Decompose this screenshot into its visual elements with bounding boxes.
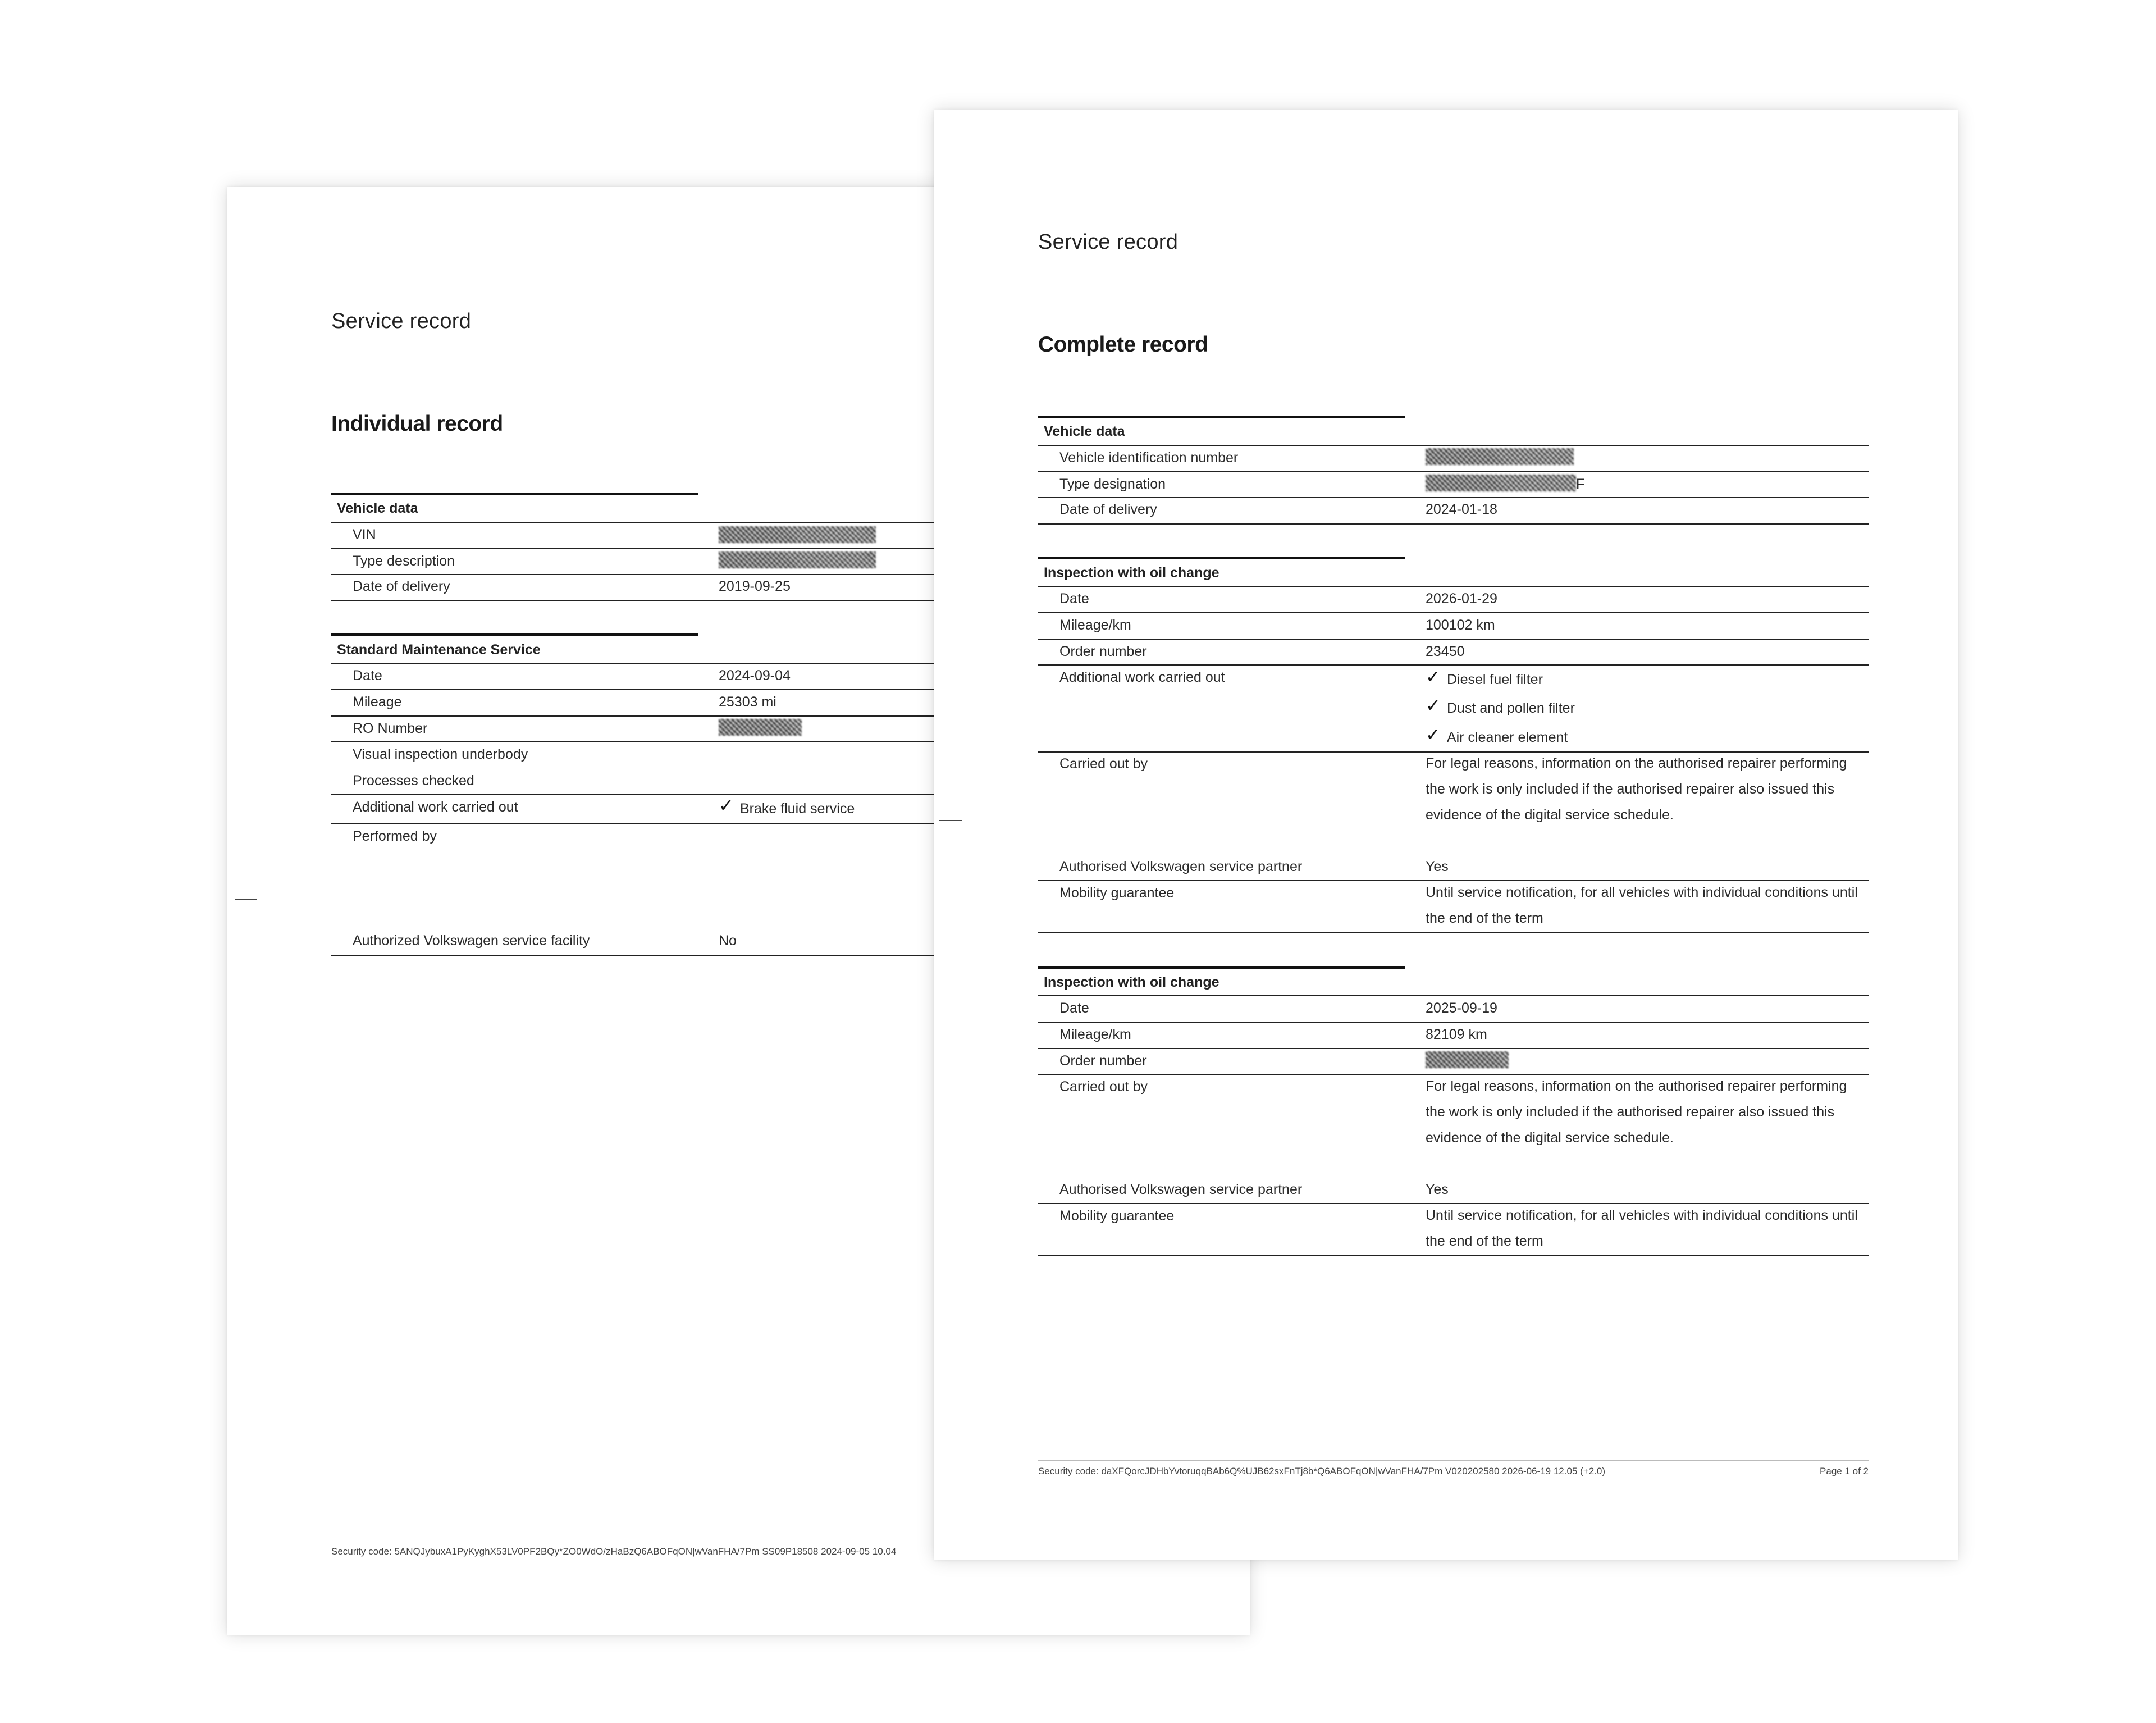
- section-title-inspection-1: Inspection with oil change: [1044, 565, 1219, 581]
- section-title-maintenance: Standard Maintenance Service: [337, 642, 541, 658]
- mileage-label: Mileage/km: [1059, 617, 1131, 633]
- mileage-label: Mileage: [353, 694, 402, 710]
- section-rule: [1038, 557, 1405, 559]
- section-rule: [1038, 416, 1405, 418]
- delivery-date-label: Date of delivery: [353, 578, 450, 594]
- additional-item: Dust and pollen filter: [1447, 700, 1575, 716]
- processes-checked-label: Processes checked: [353, 773, 474, 788]
- order-number-redacted: [1426, 1051, 1509, 1068]
- section-title-inspection-2: Inspection with oil change: [1044, 974, 1219, 990]
- ro-number-label: RO Number: [353, 721, 428, 736]
- section-title-vehicle-data: Vehicle data: [1044, 423, 1125, 439]
- row-divider: [1038, 664, 1869, 666]
- row-divider: [1038, 1255, 1869, 1256]
- row-divider: [1038, 497, 1869, 498]
- additional-item: Diesel fuel filter: [1447, 672, 1543, 687]
- order-number-value: 23450: [1426, 644, 1465, 659]
- inspection-date-label: Date: [1059, 1000, 1089, 1016]
- carried-out-by-label: Carried out by: [1059, 1079, 1148, 1095]
- row-divider: [1038, 1048, 1869, 1049]
- authorized-facility-value: No: [719, 933, 737, 949]
- carried-out-by-value: For legal reasons, information on the authorised repairer performing the work is only included if the authorised repairer also issued this evidence of the digital service schedule.: [1426, 1078, 1847, 1146]
- record-heading: Complete record: [1038, 332, 1208, 357]
- row-divider: [1038, 471, 1869, 472]
- mobility-guarantee-value: Until service notification, for all vehicles with individual conditions until the end of the term: [1426, 885, 1858, 926]
- service-partner-label: Authorised Volkswagen service partner: [1059, 859, 1303, 874]
- checkmark-icon: ✓: [1426, 724, 1441, 745]
- row-divider: [1038, 586, 1869, 587]
- service-partner-value: Yes: [1426, 859, 1449, 874]
- type-designation-redacted: [1426, 475, 1576, 491]
- additional-item: Air cleaner element: [1447, 730, 1568, 745]
- visual-inspection-label: Visual inspection underbody: [353, 746, 528, 762]
- mileage-value: 82109 km: [1426, 1027, 1487, 1042]
- inspection-date-value: 2026-01-29: [1426, 591, 1497, 607]
- additional-work-label: Additional work carried out: [1059, 669, 1225, 685]
- delivery-date-value: 2024-01-18: [1426, 502, 1497, 517]
- authorized-facility-label: Authorized Volkswagen service facility: [353, 933, 590, 949]
- section-rule: [331, 493, 698, 495]
- section-rule: [1038, 966, 1405, 969]
- inspection-date-value: 2025-09-19: [1426, 1000, 1497, 1016]
- performed-by-label: Performed by: [353, 828, 437, 844]
- row-divider: [1038, 932, 1869, 933]
- carried-out-by-label: Carried out by: [1059, 756, 1148, 772]
- checkmark-icon: ✓: [1426, 695, 1441, 716]
- section-title-vehicle-data: Vehicle data: [337, 500, 418, 516]
- service-date-label: Date: [353, 668, 382, 683]
- mobility-guarantee-value: Until service notification, for all vehicles with individual conditions until the end of the term: [1426, 1207, 1858, 1249]
- row-divider: [1038, 612, 1869, 613]
- inspection-date-label: Date: [1059, 591, 1089, 607]
- service-partner-label: Authorised Volkswagen service partner: [1059, 1182, 1303, 1197]
- service-date-value: 2024-09-04: [719, 668, 791, 683]
- security-code-footer: Security code: 5ANQJybuxA1PyKyghX53LV0PF2BQy*ZO0WdO/zHaBzQ6ABOFqON|wVanFHA/7Pm SS09P18508 2024-09-05 10.04: [331, 1546, 897, 1557]
- footer-rule: [1038, 1460, 1869, 1461]
- section-rule: [331, 633, 698, 636]
- row-divider: [1038, 995, 1869, 996]
- mobility-guarantee-label: Mobility guarantee: [1059, 885, 1175, 901]
- record-heading: Individual record: [331, 412, 503, 436]
- carried-out-by-value: For legal reasons, information on the authorised repairer performing the work is only included if the authorised repairer also issued this evidence of the digital service schedule.: [1426, 755, 1847, 823]
- additional-work-value: Brake fluid service: [740, 801, 855, 817]
- service-partner-value: Yes: [1426, 1182, 1449, 1197]
- mileage-value: 25303 mi: [719, 694, 776, 710]
- delivery-date-value: 2019-09-25: [719, 578, 791, 594]
- checkmark-icon: ✓: [719, 795, 734, 816]
- row-divider: [1038, 445, 1869, 446]
- vin-label: Vehicle identification number: [1059, 450, 1239, 466]
- vin-label: VIN: [353, 527, 376, 543]
- security-code-footer: Security code: daXFQorcJDHbYvtoruqqBAb6Q%UJB62sxFnTj8b*Q6ABOFqON|wVanFHA/7Pm V020202580 2026-06-19 12.05 (+2.0): [1038, 1466, 1605, 1476]
- type-designation-suffix: F: [1576, 476, 1585, 492]
- checkmark-icon: ✓: [1426, 666, 1441, 687]
- page-title: Service record: [331, 309, 472, 333]
- row-divider: [1038, 1022, 1869, 1023]
- fold-mark: [939, 820, 962, 821]
- type-description-label: Type description: [353, 553, 455, 569]
- mobility-guarantee-label: Mobility guarantee: [1059, 1208, 1175, 1224]
- type-description-redacted: [719, 551, 876, 568]
- fold-mark: [235, 899, 257, 900]
- row-divider: [1038, 523, 1869, 525]
- vin-redacted: [719, 526, 876, 543]
- type-designation-label: Type designation: [1059, 476, 1166, 492]
- order-number-label: Order number: [1059, 1053, 1147, 1069]
- mileage-value: 100102 km: [1426, 617, 1495, 633]
- page-title: Service record: [1038, 230, 1179, 254]
- mileage-label: Mileage/km: [1059, 1027, 1131, 1042]
- ro-number-redacted: [719, 719, 802, 736]
- row-divider: [1038, 639, 1869, 640]
- vin-redacted: [1426, 448, 1574, 465]
- delivery-date-label: Date of delivery: [1059, 502, 1157, 517]
- front-document-page: [934, 110, 1958, 1560]
- order-number-label: Order number: [1059, 644, 1147, 659]
- page-number: Page 1 of 2: [1820, 1466, 1869, 1476]
- additional-work-label: Additional work carried out: [353, 799, 518, 815]
